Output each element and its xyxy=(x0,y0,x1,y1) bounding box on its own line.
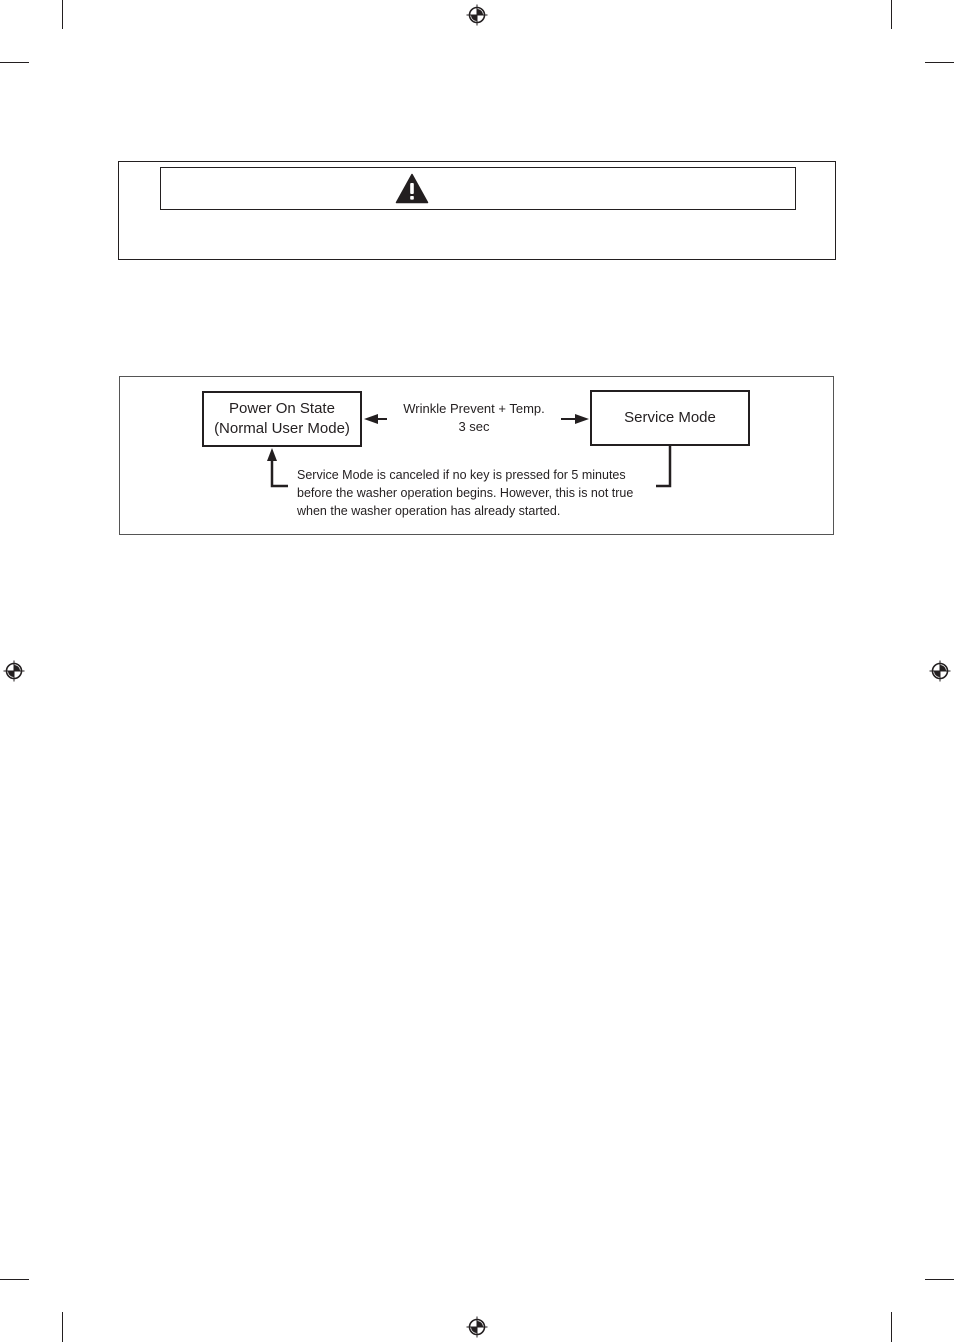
registration-mark-icon xyxy=(466,1316,488,1338)
crop-mark-bottom-left-horizontal xyxy=(0,1279,29,1280)
service-mode-box xyxy=(590,390,750,446)
crop-mark-bottom-left-vertical xyxy=(62,1312,63,1342)
crop-mark-top-left-horizontal xyxy=(0,62,29,63)
crop-mark-bottom-right-vertical xyxy=(891,1312,892,1342)
crop-mark-top-left-vertical xyxy=(62,0,63,29)
service-mode-label: Service Mode xyxy=(624,409,716,426)
power-on-state-box xyxy=(202,391,362,447)
crop-mark-top-right-vertical xyxy=(891,0,892,29)
crop-mark-top-right-horizontal xyxy=(925,62,954,63)
registration-mark-icon xyxy=(466,4,488,26)
cancel-note: Service Mode is canceled if no key is pressed for 5 minutes before the washer operation begins. However, this is not true when the washer operation has already started. xyxy=(297,468,634,518)
warning-header-bar xyxy=(160,167,796,210)
crop-mark-bottom-right-horizontal xyxy=(925,1279,954,1280)
warning-triangle-icon xyxy=(395,173,429,204)
transition-label: Wrinkle Prevent + Temp. 3 sec xyxy=(403,401,545,434)
registration-mark-icon xyxy=(929,660,951,682)
registration-mark-icon xyxy=(3,660,25,682)
power-on-state-label: Power On State (Normal User Mode) xyxy=(214,400,350,437)
